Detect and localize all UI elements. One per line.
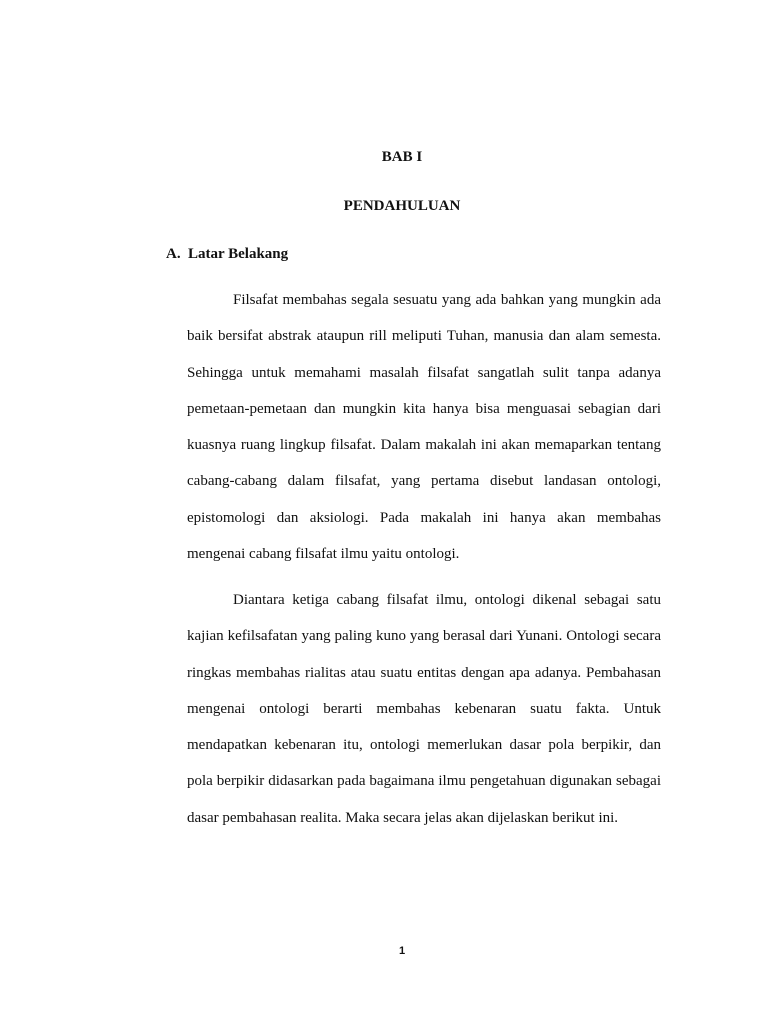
paragraph-1: Filsafat membahas segala sesuatu yang ada bahkan yang mungkin ada baik bersifat abstrak ataupun rill meliputi Tuhan, manusia dan alam semesta. Sehingga untuk memahami masalah filsafat sangatlah sulit tanpa adanya pemetaan-pemetaan dan mungkin kita hanya bisa menguasai sebagian dari kuasnya ruang lingkup filsafat. Dalam makalah ini akan memaparkan tentang cabang-cabang dalam filsafat, yang pertama disebut landasan ontologi, epistomologi dan aksiologi. Pada makalah ini hanya akan membahas mengenai cabang filsafat ilmu yaitu ontologi. [187,292,661,563]
paragraph-2: Diantara ketiga cabang filsafat ilmu, ontologi dikenal sebagai satu kajian kefilsafatan yang paling kuno yang berasal dari Yunani. Ontologi secara ringkas membahas rialitas atau suatu entitas dengan apa adanya. Pembahasan mengenai ontologi berarti membahas kebenaran suatu fakta. Untuk mendapatkan kebenaran itu, ontologi memerlukan dasar pola berpikir, dan pola berpikir didasarkan pada bagaimana ilmu pengetahuan digunakan sebagai dasar pembahasan realita. Maka secara jelas akan dijelaskan berikut ini. [187,592,661,826]
chapter-label: BAB I [381,149,423,165]
page-number: 1 [398,945,406,957]
section-title: Latar Belakang [188,246,289,262]
chapter-title: PENDAHULUAN [343,198,461,214]
section-heading [166,245,288,263]
section-marker: A. [166,246,181,262]
